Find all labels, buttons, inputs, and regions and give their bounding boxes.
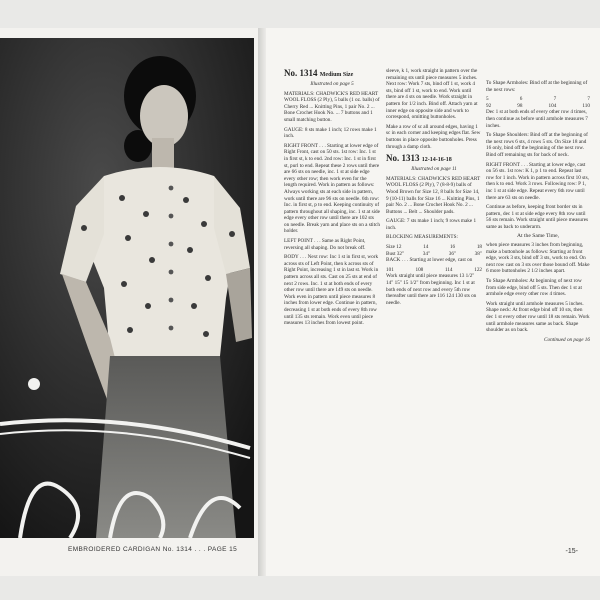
armhole-cell: 98 [517,102,523,109]
armhole-cell: 110 [582,102,590,109]
column-3 [486,80,590,343]
model-photo-illustration [0,38,254,538]
left-caption: EMBROIDERED CARDIGAN No. 1314 . . . PAGE 15 [68,546,238,553]
continued-note: Continued on page 16 [544,336,590,343]
materials-text: MATERIALS: CHADWICK'S RED HEART WOOL FLOSS (2 Ply), 5 balls (1 oz. balls) of Cherry Red ... Knitting Pins, 1 pair No. 2 ... Bone Crochet Hook No. ... 7 buttons and 1 small matching button. [284,90,380,123]
page-number: -15- [565,548,578,555]
right-front-text: RIGHT FRONT . . . Starting at lower edge, cast on 56 sts. 1st row: K 1, p 1 to end. Repeat last row for 1 inch. Work in pattern across first 10 sts, then k to end. Work 3 rows. Following row: P 1, inc 1 st at side edge. Repeat every 6th row until there are 63 sts on needle. [486,161,589,201]
pattern-title-1313 [386,153,482,165]
buttonhole-text: when piece measures 3 inches from beginning, make a buttonhole as follows: Starting at front edge, work 3 sts, bind off 3 sts, work to end. On next row cast on 3 sts over those bound off. Make 6 more buttonholes 2 1/2 inches apart. [486,242,590,275]
sleeve-continuation-text: sleeve, k 1, work straight in pattern over the remaining sts until piece measures 5 inches. Next row: Work 7 sts, bind off 1 st, work 4 sts, bind off 1 st, work to end. Work until there are 4 sts on needle. Work straight in pattern for 1/2 inch. Bind off. Attach yarn at inner edge on opposite side and work to correspond, omitting buttonholes. [386,68,478,121]
armhole-row [486,96,590,103]
pattern-number: No. 1313 [386,153,420,164]
column-2 [386,68,482,309]
armhole-cell: 7 [553,96,557,103]
illustrated-note: Illustrated on page 5 [310,81,354,87]
continue-text: Continue as before, keeping front border sts in pattern, dec 1 st at side edge every 8th row until 56 sts remain. Work straight until piece measures same as back to underarm. [486,204,589,230]
sts-cell: 101 [386,266,394,273]
size-cell: 18 [476,244,482,251]
illustrated-note: Illustrated on page 11 [411,166,457,173]
bust-cell: 34" [422,250,431,257]
size-row [386,244,482,251]
bust-row [386,251,482,258]
back-heading: BACK . . . Starting at lower edge, cast on [386,257,473,264]
same-time-heading: At the Same Time, [517,233,559,240]
back-sts-row [386,267,482,274]
right-front-text: RIGHT FRONT . . . Starting at lower edge of Right Front, cast on 50 sts. 1st row: Inc. 1 st in first st, k to end. 2nd row: Inc. 1 st in first st, purl to end. Repeat these 2 rows until there are 66 sts on needle, inc. 1 st at side edge every other row; then work even for the length required. Work in pattern as follows: Always working sts at each side in pattern, work until there are 96 sts on needle. 6th row: Inc. in first st, p to end. Keeping continuity of pattern throughout all shaping, inc. 1 st at side edge every other row until there are 102 sts on needle. Break yarn and place sts on a stitch holder. [284,142,380,235]
gauge-text: GAUGE: 7 sts make 1 inch; 9 rows make 1 inch. [386,218,477,231]
model-photo [0,38,254,538]
sts-cell: 108 [415,266,424,273]
sts-cell: 122 [474,266,482,273]
pattern-size: Medium Size [319,72,354,78]
blocking-heading: BLOCKING MEASUREMENTS: [386,234,458,241]
size-cell: Size 12 [386,244,402,251]
column-1 [284,68,380,330]
pattern-title-1314 [284,68,380,80]
pattern-sizes: 12-14-16-18 [421,157,452,164]
armhole-cell: 5 [486,96,489,103]
body-text: BODY . . . Next row: Inc 1 st in first st, work across sts of Left Point, then k across sts of Right Point, increasing 1 st in last st. Work in pattern across all sts. Cast on 25 sts at end of next 2 rows. Inc. 1 st at both ends of every other row until there are 149 sts on needle. Work even in pattern until piece measures 8 inches from lower edge. Continue in pattern, decreasing 1 st at both ends of every 8th row until 135 sts remain. Work even until piece measures 13 inches from lowest point. [284,254,379,327]
armhole-cell: 104 [548,102,557,109]
back-body-text: Work straight until piece measures 13 1/2" 14" 15" 15 1/2" from beginning. Inc 1 st at both ends of next row and every 5th row thereafter until there are 116 124 130 sts on needle. [386,273,477,306]
bust-cell: 38" [474,250,482,257]
pattern-number: No. 1314 [284,68,318,78]
gauge-text: GAUGE: 8 sts make 1 inch; 12 rows make 1 inch. [284,126,377,140]
sts-cell: 114 [444,266,453,273]
size-cell: 16 [449,244,456,251]
shoulders-text: To Shape Shoulders: Bind off at the beginning of the next rows 6 sts, 4 rows 5 sts. On Size 18 and 16 only, bind off the beginning of the next row. Bind off remaining sts for back of neck. [486,132,588,158]
armholes-text: To Shape Armholes: At beginning of next row from side edge, bind off 5 sts. Then dec 1 st at armhole edge every other row 4 times. [486,278,582,298]
size-cell: 14 [423,244,429,251]
armhole-cell: 6 [519,96,523,103]
armhole-cell: 92 [486,102,492,109]
bust-cell: Bust 32" [386,250,405,257]
neck-text: Work straight until armhole measures 5 inches. Shape neck: At front edge bind off 10 sts, then dec 1 st every other row until 18 sts remain. Work until armhole measures same as back. Shape shoulder as on back. [486,300,590,334]
magazine-spread [0,28,600,576]
armholes-heading: To Shape Armholes: Bind off at the beginning of the next rows: [486,80,588,93]
materials-text: MATERIALS: CHADWICK'S RED HEART WOOL FLOSS (2 Ply), 7 (8-8-9) balls of Wood Brown for Size 12, 8 balls for Size 14, 9 (10-11) balls for Size 16 ... Knitting Pins, 1 pair No. 2 ... Bone Crochet Hook No. 2 ... Buttons ... Belt ... Shoulder pads. [386,175,481,215]
armhole-cell: 7 [587,96,590,103]
left-page [0,28,262,576]
right-page [266,28,600,576]
bust-cell: 36" [448,250,457,257]
finishing-text: Make a row of sc all around edges, having 1 sc in each corner and keeping edges flat. Sew buttons in place opposite buttonholes. Press through a damp cloth. [386,123,481,150]
left-front-text: LEFT POINT . . . Same as Right Point, reversing all shaping. Do not break off. [284,238,366,251]
armhole-dec-text: Dec 1 st at both ends of every other row 4 times, then continue as before until armhole measures 7 inches. [486,109,588,129]
